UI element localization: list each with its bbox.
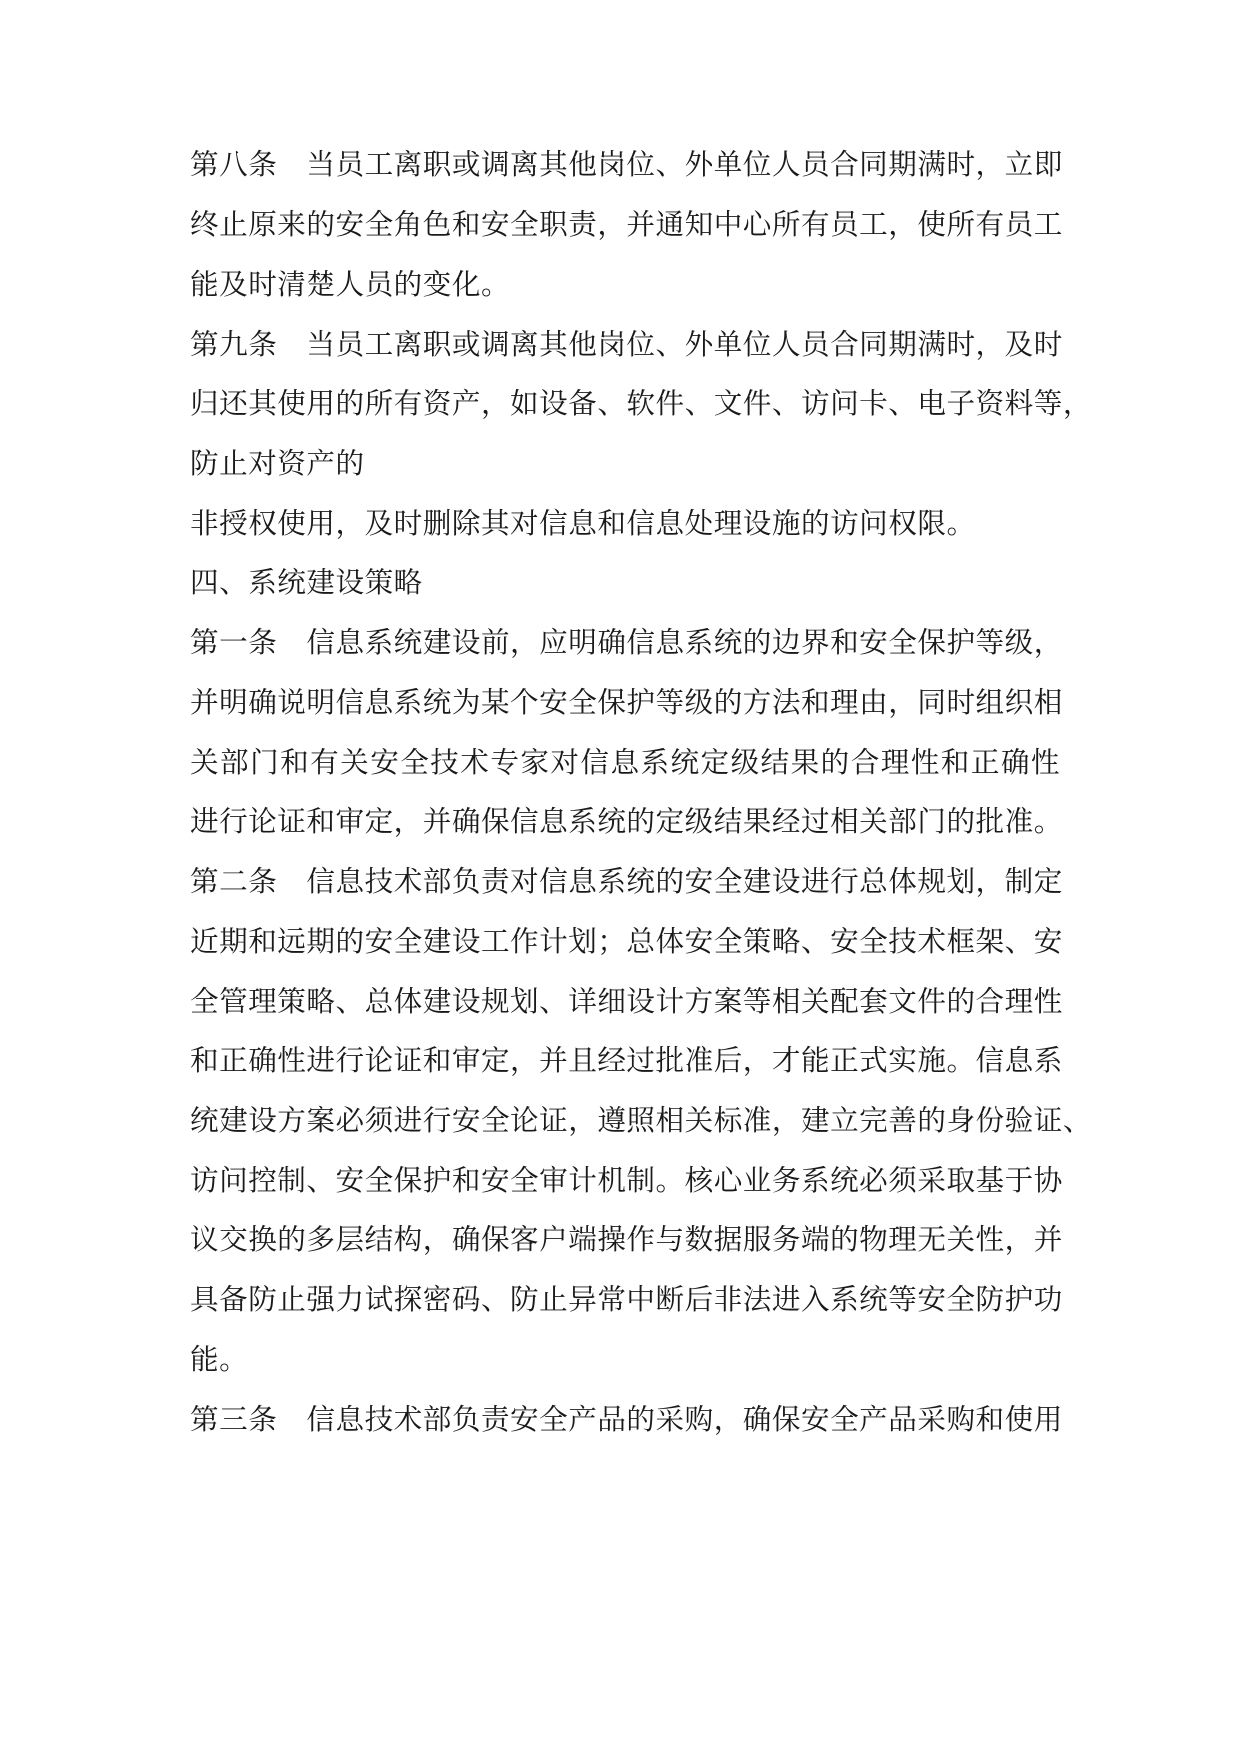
text-line: 第九条 当员工离职或调离其他岗位、外单位人员合同期满时，及时 — [190, 327, 1063, 361]
text-line: 全管理策略、总体建设规划、详细设计方案等相关配套文件的合理性 — [190, 984, 1063, 1018]
text-line: 第二条 信息技术部负责对信息系统的安全建设进行总体规划，制定 — [190, 864, 1063, 898]
text-line: 并明确说明信息系统为某个安全保护等级的方法和理由，同时组织相 — [190, 685, 1063, 719]
text-line: 和正确性进行论证和审定，并且经过批准后，才能正式实施。信息系 — [190, 1043, 1063, 1077]
text-line: 访问控制、安全保护和安全审计机制。核心业务系统必须采取基于协 — [190, 1163, 1063, 1197]
text-line: 具备防止强力试探密码、防止异常中断后非法进入系统等安全防护功 — [190, 1282, 1063, 1316]
text-line: 进行论证和审定，并确保信息系统的定级结果经过相关部门的批准。 — [190, 804, 1063, 838]
text-line: 第八条 当员工离职或调离其他岗位、外单位人员合同期满时，立即 — [190, 147, 1063, 181]
text-line: 统建设方案必须进行安全论证，遵照相关标准，建立完善的身份验证、 — [190, 1103, 1092, 1137]
text-line: 能。 — [190, 1342, 249, 1376]
text-line: 第三条 信息技术部负责安全产品的采购，确保安全产品采购和使用 — [190, 1402, 1063, 1436]
text-line: 终止原来的安全角色和安全职责，并通知中心所有员工，使所有员工 — [190, 207, 1063, 241]
text-line: 防止对资产的 — [190, 446, 365, 480]
text-line: 近期和远期的安全建设工作计划；总体安全策略、安全技术框架、安 — [190, 924, 1063, 958]
section-heading: 四、系统建设策略 — [190, 565, 423, 599]
text-line: 归还其使用的所有资产，如设备、软件、文件、访问卡、电子资料等， — [190, 386, 1092, 420]
text-line: 非授权使用，及时删除其对信息和信息处理设施的访问权限。 — [190, 506, 976, 540]
text-line: 关部门和有关安全技术专家对信息系统定级结果的合理性和正确性 — [190, 745, 1060, 779]
text-line: 议交换的多层结构，确保客户端操作与数据服务端的物理无关性，并 — [190, 1222, 1063, 1256]
text-line: 第一条 信息系统建设前，应明确信息系统的边界和安全保护等级， — [190, 625, 1063, 659]
text-line: 能及时清楚人员的变化。 — [190, 267, 511, 301]
